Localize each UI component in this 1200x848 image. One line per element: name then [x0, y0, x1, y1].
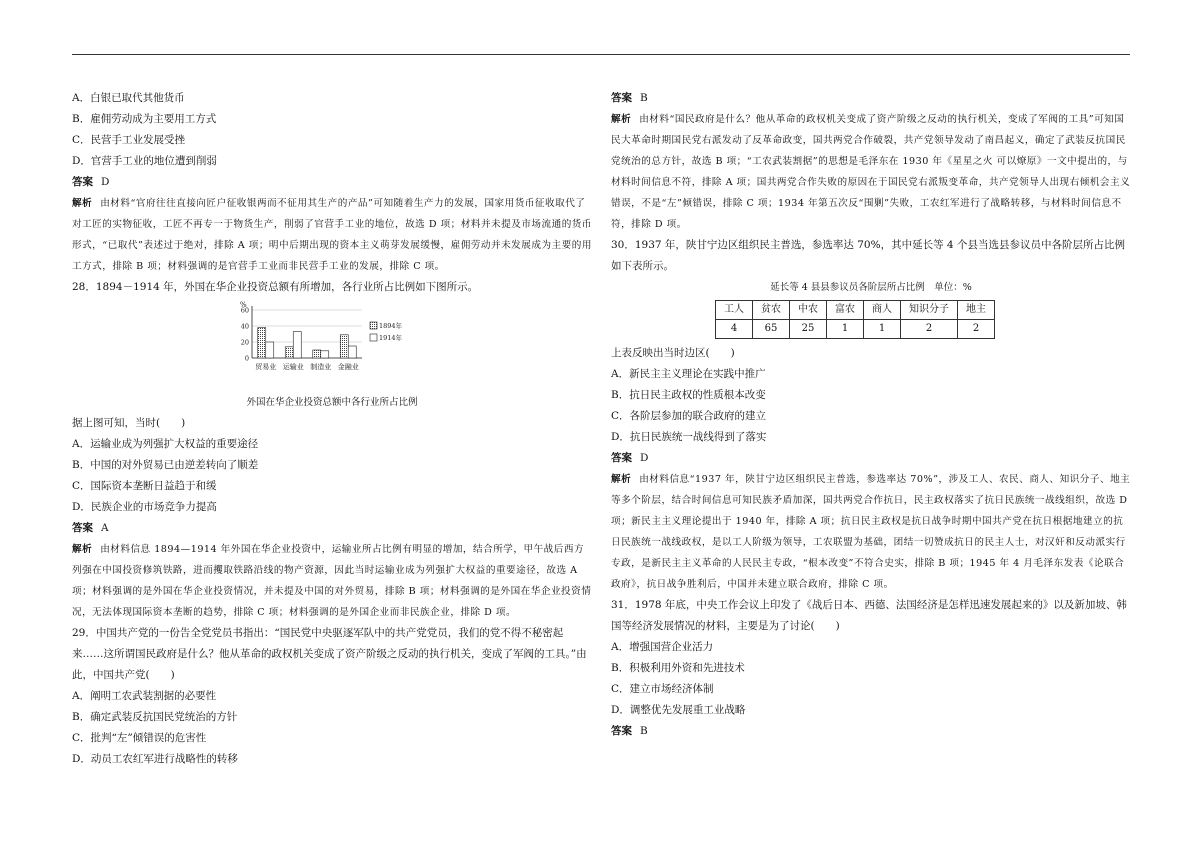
table-cell: 4 — [716, 320, 753, 339]
legend-label: 1894年 — [379, 322, 403, 330]
q30-table — [715, 300, 995, 339]
q28-chart-caption: 外国在华企业投资总额中各行业所占比例 — [246, 397, 418, 408]
q31-option-c: C．建立市场经济体制 — [611, 683, 714, 695]
q29-answer — [611, 88, 1131, 109]
q28-stem: 28．1894－1914 年，外国在华企业投资总额有所增加，各行业所占比例如下图所示。 — [72, 281, 479, 293]
q29-option-c: C．批判“左”倾错误的危害性 — [72, 732, 207, 744]
q27-analysis — [72, 193, 592, 277]
bar-1914 — [348, 346, 356, 358]
q30-option-d: D．抗日民族统一战线得到了落实 — [611, 431, 767, 443]
q28-answer — [72, 518, 592, 539]
q30-option-a: A．新民主主义理论在实践中推广 — [611, 368, 766, 380]
answer-label: 答案 — [611, 725, 632, 737]
q27-option-c: C．民营手工业发展受挫 — [72, 134, 186, 146]
left-column — [72, 88, 592, 770]
q28-option-b: B．中国的对外贸易已由逆差转向了顺差 — [72, 459, 259, 471]
q29-option-d: D．动员工农红军进行战略性的转移 — [72, 753, 238, 765]
y-tick-label: 60 — [240, 306, 249, 315]
q29-option-a: A．阐明工农武装割据的必要性 — [72, 690, 217, 702]
q29-analysis — [611, 109, 1131, 235]
answer-label: 答案 — [611, 452, 632, 464]
table-header-cell: 中农 — [790, 301, 827, 320]
q30-table-caption: 延长等 4 县县参议员各阶层所占比例 单位：% — [770, 282, 972, 293]
q28-analysis — [72, 539, 592, 623]
y-tick-label: 20 — [240, 338, 249, 347]
bar-1894 — [258, 328, 266, 358]
legend-swatch — [370, 334, 377, 341]
q28-analysis-text: 由材料信息 1894—1914 年外国在华企业投资中，运输业所占比例有明显的增加，结合所学，甲午战后西方列强在中国投资修筑铁路，进而攫取铁路沿线的物产资源，因此当时运输业成为列强扩大权益的重要途径，故选 A 项；材料强调的是外国在华企业投资情况，并未提及中国的对外贸易，排除 B 项；材料强调的是外国在华企业投资情况，无法体现国际资本垄断的趋势，排除 C 项；材料强调的是外国企业而非民族企业，排除 D 项。 — [72, 544, 592, 618]
answer-label: 答案 — [611, 92, 632, 104]
q28-prompt: 据上图可知，当时( ) — [72, 417, 186, 429]
q28-option-c: C．国际资本垄断日益趋于和缓 — [72, 480, 217, 492]
y-axis-label: % — [240, 301, 247, 309]
x-tick-label: 运输业 — [282, 363, 304, 371]
x-tick-label: 制造业 — [310, 363, 332, 371]
q29-stem: 29．中国共产党的一份告全党党员书指出：“国民党中央驱逐军队中的共产党党员，我们的党不得不秘密起来……这所谓国民政府是什么？他从革命的政权机关变成了资产阶级之反动的执行机关，变成了军阀的工具。”由此，中国共产党( ) — [72, 627, 587, 681]
table-header-row — [716, 301, 995, 320]
y-tick-label: 0 — [244, 354, 249, 363]
q31-option-a: A．增强国营企业活力 — [611, 641, 714, 653]
q30-option-b: B．抗日民主政权的性质根本改变 — [611, 389, 766, 401]
q29-option-b: B．确定武装反抗国民党统治的方针 — [72, 711, 238, 723]
q29-answer-value: B — [640, 92, 648, 104]
table-cell: 2 — [901, 320, 958, 339]
bar-1894 — [285, 347, 293, 358]
q27-option-d: D．官营手工业的地位遭到削弱 — [72, 155, 217, 167]
table-header-cell: 贫农 — [753, 301, 790, 320]
bar-chart — [222, 300, 442, 390]
y-tick-label: 40 — [240, 322, 249, 331]
answer-label: 答案 — [72, 522, 93, 534]
table-header-cell: 知识分子 — [901, 301, 958, 320]
table-cell: 1 — [864, 320, 901, 339]
q29-analysis-text: 由材料“国民政府是什么？他从革命的政权机关变成了资产阶级之反动的执行机关，变成了军阀的工具”可知国民大革命时期国民党右派发动了反革命政变，国共两党合作破裂，共产党领导发动了南昌起义，确定了武装反抗国民党统治的总方针，故选 B 项；“工农武装割据”的思想是毛泽东在 1930 年《星星之火 可以燎原》一文中提出的，与材料时间信息不符，排除 A 项；国共两党合作失败的原因在于国民党右派叛变革命，共产党领导人出现右倾机会主义错误，不是“左”倾错误，排除 C 项；1934 年第五次反“围剿”失败，工农红军进行了战略转移，与材料时间信息不符，排除 D 项。 — [611, 114, 1131, 230]
bar-1914 — [321, 351, 329, 358]
q28-option-a: A．运输业成为列强扩大权益的重要途径 — [72, 438, 259, 450]
q27-option-b: B．雇佣劳动成为主要用工方式 — [72, 113, 217, 125]
table-row — [716, 320, 995, 339]
q27-option-a: A．白银已取代其他货币 — [72, 92, 185, 104]
q28-chart — [72, 300, 592, 392]
header-rule — [72, 54, 1130, 55]
q30-stem: 30．1937 年，陕甘宁边区组织民主普选，参选率达 70%，其中延长等 4 个县当选县参议员中各阶层所占比例如下表所示。 — [611, 239, 1125, 272]
bar-1914 — [293, 332, 301, 358]
table-header-cell: 地主 — [958, 301, 995, 320]
bar-1894 — [313, 350, 321, 358]
q27-answer-value: D — [101, 176, 110, 188]
table-cell: 25 — [790, 320, 827, 339]
answer-label: 答案 — [72, 176, 93, 188]
table-cell: 65 — [753, 320, 790, 339]
q30-analysis-text: 由材料信息“1937 年，陕甘宁边区组织民主普选，参选率达 70%”，涉及工人、农民、商人、知识分子、地主等多个阶层，结合时间信息可知民族矛盾加深，国共两党合作抗日，民主政权落实了抗日民族统一战线组织，故选 D 项；新民主主义理论提出于 1940 年，排除 A 项；抗日民主政权是抗日战争时期中国共产党在抗日根据地建立的抗日民族统一战线政权，是以工人阶级为领导，工农联盟为基础，团结一切赞成抗日的民主人士，对汉奸和反动派实行专政，是新民主主义革命的人民民主专政，“根本改变”不符合史实，排除 B 项；1945 年 4 月毛泽东发表《论联合政府》，抗日战争胜利后，中国并未建立联合政府，排除 C 项。 — [611, 474, 1131, 590]
q30-option-c: C．各阶层参加的联合政府的建立 — [611, 410, 767, 422]
table-header-cell: 商人 — [864, 301, 901, 320]
q27-answer — [72, 172, 592, 193]
legend-label: 1914年 — [379, 334, 403, 342]
bar-1914 — [266, 342, 274, 358]
table-cell: 2 — [958, 320, 995, 339]
analysis-label: 解析 — [611, 114, 632, 125]
analysis-label: 解析 — [611, 474, 632, 485]
table-header-cell: 富农 — [827, 301, 864, 320]
x-tick-label: 贸易业 — [255, 363, 277, 371]
q31-answer — [611, 721, 1131, 742]
table-cell: 1 — [827, 320, 864, 339]
q31-option-d: D．调整优先发展重工业战略 — [611, 704, 746, 716]
q30-analysis — [611, 469, 1131, 595]
q30-answer-value: D — [640, 452, 649, 464]
bar-1894 — [340, 335, 348, 358]
q28-option-d: D．民族企业的市场竞争力提高 — [72, 501, 217, 513]
analysis-label: 解析 — [72, 198, 93, 209]
q31-stem: 31．1978 年底，中央工作会议上印发了《战后日本、西德、法国经济是怎样迅速发展起来的》以及新加坡、韩国等经济发展情况的材料，主要是为了讨论( ) — [611, 599, 1127, 632]
right-column — [611, 88, 1131, 742]
q31-answer-value: B — [640, 725, 648, 737]
analysis-label: 解析 — [72, 544, 93, 555]
legend-swatch — [370, 322, 377, 329]
x-tick-label: 金融业 — [337, 363, 359, 371]
q30-prompt: 上表反映出当时边区( ) — [611, 347, 735, 359]
q28-answer-value: A — [101, 522, 109, 534]
table-header-cell: 工人 — [716, 301, 753, 320]
q30-answer — [611, 448, 1131, 469]
q31-option-b: B．积极利用外资和先进技术 — [611, 662, 745, 674]
q27-analysis-text: 由材料“官府往往直接向匠户征收银两而不征用其生产的产品”可知随着生产力的发展，国家用货币征收取代了对工匠的实物征收，工匠不再专一于物货生产，削弱了官营手工业的地位，故选 D 项；材料并未提及市场流通的货币形式，“已取代”表述过于绝对，排除 A 项；明中后期出现的资本主义萌芽发展缓慢，雇佣劳动并未发展成为主要的用工方式，排除 B 项；材料强调的是官营手工业而非民营手工业的发展，排除 C 项。 — [72, 198, 592, 272]
